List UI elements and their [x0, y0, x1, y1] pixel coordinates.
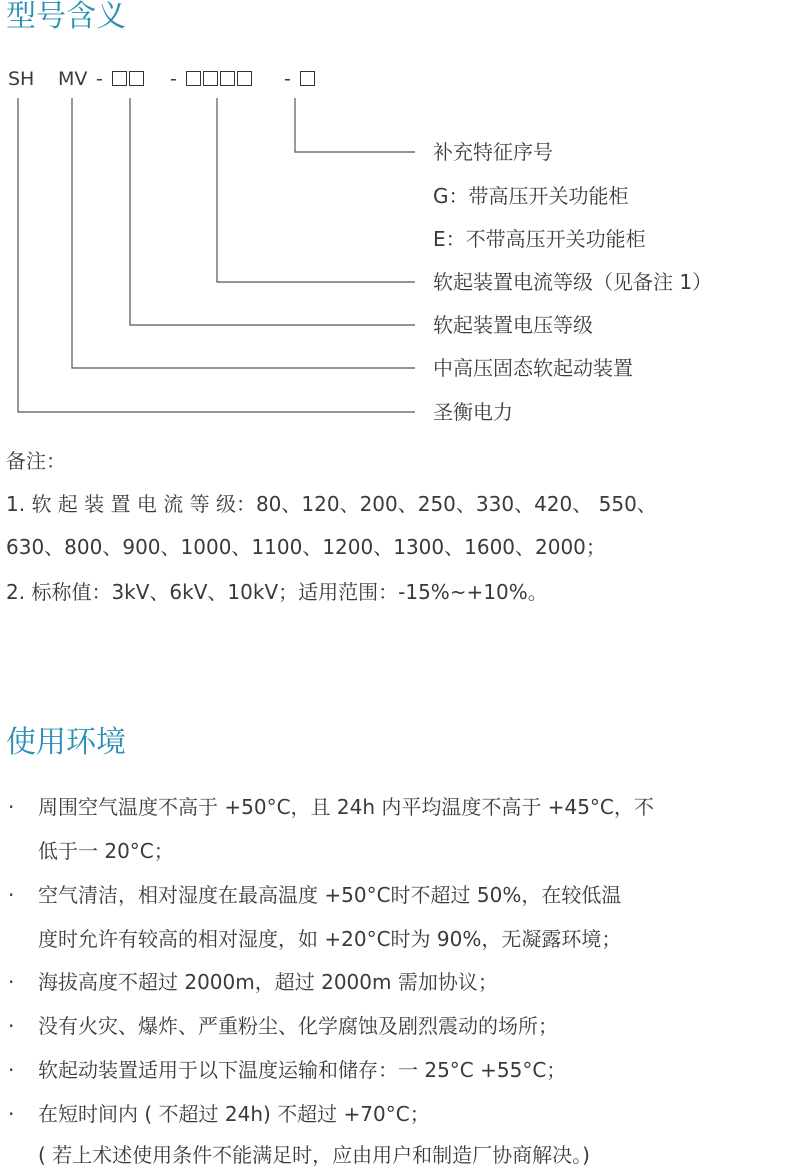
code-dash: - — [170, 68, 177, 90]
bullet-icon: · — [8, 883, 15, 907]
bullet-icon: · — [8, 1102, 15, 1126]
connector-feature — [295, 98, 415, 152]
label-feature-number: 补充特征序号 — [433, 140, 553, 164]
env-item-continued: 低于一 20°C； — [38, 839, 174, 863]
env-item: · 没有火灾、爆炸、严重粉尘、化学腐蚀及剧烈震动的场所； — [8, 1014, 558, 1038]
bullet-icon: · — [8, 1058, 15, 1082]
code-mv: MV — [58, 68, 88, 90]
notes-heading: 备注： — [6, 449, 66, 473]
label-brand: 圣衡电力 — [433, 400, 513, 424]
connector-mv — [72, 98, 415, 368]
label-device-type: 中高压固态软起动装置 — [433, 356, 633, 380]
env-item: · 周围空气温度不高于 +50°C，且 24h 内平均温度不高于 +45°C，不 — [8, 795, 654, 819]
label-voltage-level: 软起装置电压等级 — [433, 313, 593, 337]
model-meaning-title: 型号含义 — [6, 0, 126, 34]
notes-line-3: 2. 标称值：3kV、6kV、10kV；适用范围：-15%~+10%。 — [6, 580, 548, 604]
code-sh: SH — [8, 68, 35, 90]
label-current-level: 软起装置电流等级（见备注 1） — [433, 270, 713, 294]
notes-line-2: 630、800、900、1000、1100、1200、1300、1600、2000； — [6, 535, 606, 559]
env-item-continued: ( 若上术述使用条件不能满足时，应由用户和制造厂协商解决。) — [38, 1143, 590, 1167]
env-item: · 海拔高度不超过 2000m，超过 2000m 需加协议； — [8, 970, 498, 994]
connector-current — [217, 98, 415, 282]
env-item-continued: 度时允许有较高的相对湿度，如 +20°C时为 90%，无凝露环境； — [38, 927, 622, 951]
label-g: G：带高压开关功能柜 — [433, 184, 629, 208]
env-item: · 在短时间内 ( 不超过 24h) 不超过 +70°C； — [8, 1102, 430, 1126]
model-code-connector-lines — [0, 0, 800, 440]
bullet-icon: · — [8, 795, 15, 819]
env-item: · 空气清洁，相对湿度在最高温度 +50°C时不超过 50%，在较低温 — [8, 883, 622, 907]
environment-title: 使用环境 — [6, 725, 126, 760]
code-dash: - — [284, 68, 291, 90]
bullet-icon: · — [8, 1014, 15, 1038]
label-e: E：不带高压开关功能柜 — [433, 227, 646, 251]
bullet-icon: · — [8, 970, 15, 994]
connector-voltage — [130, 98, 415, 325]
code-dash: - — [96, 68, 103, 90]
notes-line-1: 1. 软 起 装 置 电 流 等 级：80、120、200、250、330、420、 550、 — [6, 492, 657, 516]
env-item: · 软起动装置适用于以下温度运输和储存：一 25°C +55°C； — [8, 1058, 567, 1082]
